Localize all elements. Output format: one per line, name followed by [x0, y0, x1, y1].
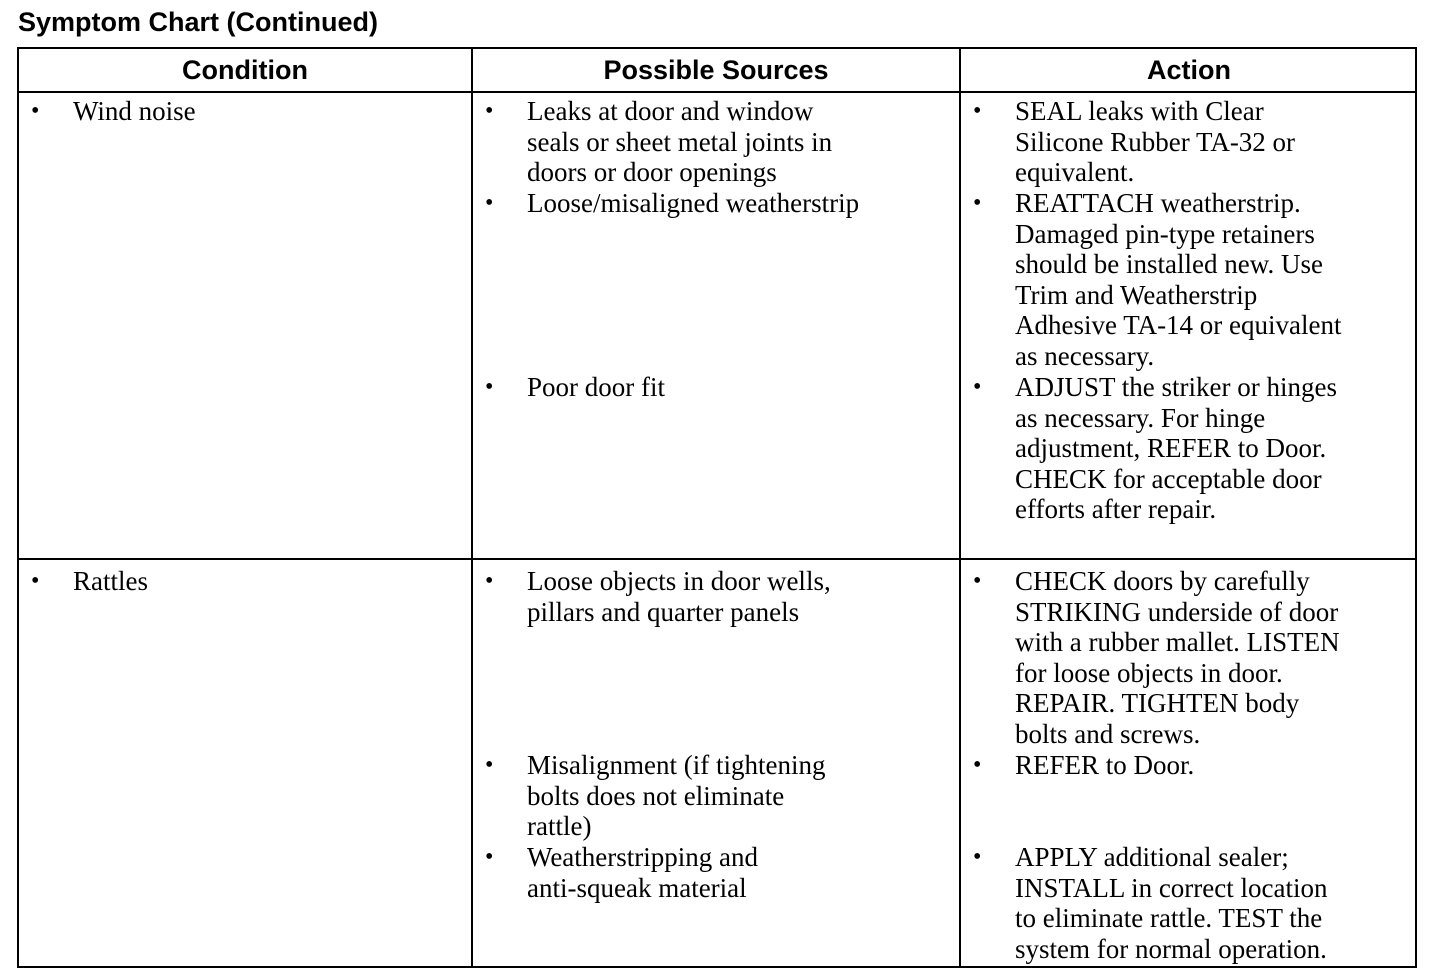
bullet: •: [31, 568, 40, 594]
text-line: REPAIR. TIGHTEN body: [1015, 688, 1300, 719]
action-item: [1015, 96, 1295, 188]
action-item: [1015, 566, 1340, 750]
text-line: with a rubber mallet. LISTEN: [1015, 627, 1340, 658]
page-title: Symptom Chart (Continued): [18, 7, 378, 37]
text-line: as necessary. For hinge: [1015, 402, 1266, 433]
text-line: as necessary.: [1015, 340, 1155, 371]
bullet: •: [485, 374, 494, 400]
text-line: REATTACH weatherstrip.: [1015, 188, 1301, 218]
bullet: •: [31, 98, 40, 124]
bullet: •: [973, 568, 982, 594]
text-line: efforts after repair.: [1015, 494, 1217, 525]
column-divider: [471, 49, 473, 966]
text-line: for loose objects in door.: [1015, 657, 1283, 688]
text-line: pillars and quarter panels: [527, 596, 800, 627]
text-line: Misalignment (if tightening: [527, 750, 826, 780]
condition-cell: Rattles: [73, 566, 148, 596]
source-item: [527, 566, 831, 627]
text-line: anti-squeak material: [527, 872, 747, 903]
source-item: [527, 372, 665, 403]
text-line: CHECK doors by carefully: [1015, 566, 1310, 596]
bullet: •: [973, 844, 982, 870]
text-line: Damaged pin-type retainers: [1015, 218, 1315, 249]
action-item: [1015, 750, 1194, 781]
text-line: doors or door openings: [527, 157, 777, 188]
text-line: INSTALL in correct location: [1015, 872, 1328, 903]
header-condition: Condition: [182, 55, 308, 85]
text-line: STRIKING underside of door: [1015, 596, 1339, 627]
action-item: [1015, 372, 1337, 525]
header-action: Action: [1147, 55, 1231, 85]
row-divider: [19, 558, 1415, 560]
text-line: Silicone Rubber TA-32 or: [1015, 126, 1296, 157]
source-item: [527, 842, 758, 903]
text-line: should be installed new. Use: [1015, 249, 1323, 280]
text-line: Loose/misaligned weatherstrip: [527, 188, 860, 218]
text-line: Leaks at door and window: [527, 96, 814, 126]
bullet: •: [485, 844, 494, 870]
text-line: Adhesive TA-14 or equivalent: [1015, 310, 1342, 341]
bullet: •: [973, 374, 982, 400]
text-line: bolts does not eliminate: [527, 780, 785, 811]
bullet: •: [973, 752, 982, 778]
bullet: •: [485, 568, 494, 594]
text-line: CHECK for acceptable door: [1015, 463, 1322, 494]
bullet: •: [485, 190, 494, 216]
text-line: adjustment, REFER to Door.: [1015, 433, 1327, 464]
text-line: Weatherstripping and: [527, 842, 759, 872]
source-item: [527, 96, 832, 188]
source-item: [527, 188, 859, 219]
text-line: ADJUST the striker or hinges: [1015, 372, 1337, 402]
text-line: Poor door fit: [527, 372, 665, 402]
text-line: APPLY additional sealer;: [1015, 842, 1289, 872]
bullet: •: [973, 98, 982, 124]
bullet: •: [973, 190, 982, 216]
text-line: to eliminate rattle. TEST the: [1015, 903, 1323, 934]
action-item: [1015, 188, 1342, 372]
text-line: system for normal operation.: [1015, 933, 1327, 964]
text-line: REFER to Door.: [1015, 750, 1195, 780]
text-line: bolts and screws.: [1015, 718, 1201, 749]
symptom-table: [17, 47, 1417, 968]
text-line: Trim and Weatherstrip: [1015, 279, 1258, 310]
column-divider: [959, 49, 961, 966]
bullet: •: [485, 98, 494, 124]
text-line: SEAL leaks with Clear: [1015, 96, 1264, 126]
action-item: [1015, 842, 1327, 964]
text-line: Loose objects in door wells,: [527, 566, 831, 596]
header-divider: [19, 91, 1415, 93]
source-item: [527, 750, 825, 842]
text-line: equivalent.: [1015, 157, 1135, 188]
text-line: rattle): [527, 811, 592, 842]
header-possible-sources: Possible Sources: [603, 55, 829, 85]
bullet: •: [485, 752, 494, 778]
condition-cell: Wind noise: [73, 96, 196, 126]
text-line: seals or sheet metal joints in: [527, 126, 833, 157]
